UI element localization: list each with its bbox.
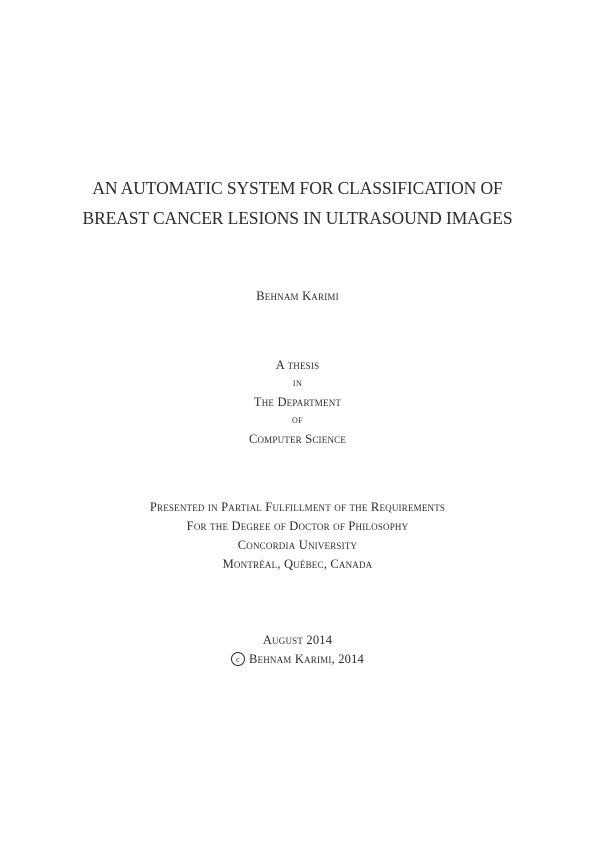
presented-line-1: Presented in Partial Fulfillment of the Requirements [149, 500, 446, 514]
presented-line-2: For the Degree of Doctor of Philosophy [186, 519, 409, 533]
author-name: Behnam Karimi [256, 289, 339, 303]
submission-date: August 2014 [262, 633, 333, 647]
thesis-title-line-2: BREAST CANCER LESIONS IN ULTRASOUND IMAGES [82, 208, 513, 228]
copyright-notice [0, 652, 595, 667]
department-label: The Department [253, 395, 342, 409]
copyright-icon: c [231, 652, 245, 666]
thesis-in: in [292, 377, 303, 389]
department-of: of [291, 414, 304, 426]
university-name: Concordia University [237, 538, 358, 552]
copyright-text: Behnam Karimi, 2014 [248, 652, 365, 666]
department-name: Computer Science [248, 432, 347, 446]
thesis-label: A thesis [275, 358, 320, 372]
university-location: Montréal, Québec, Canada [222, 557, 373, 571]
thesis-title-line-1: AN AUTOMATIC SYSTEM FOR CLASSIFICATION OF [92, 178, 503, 198]
